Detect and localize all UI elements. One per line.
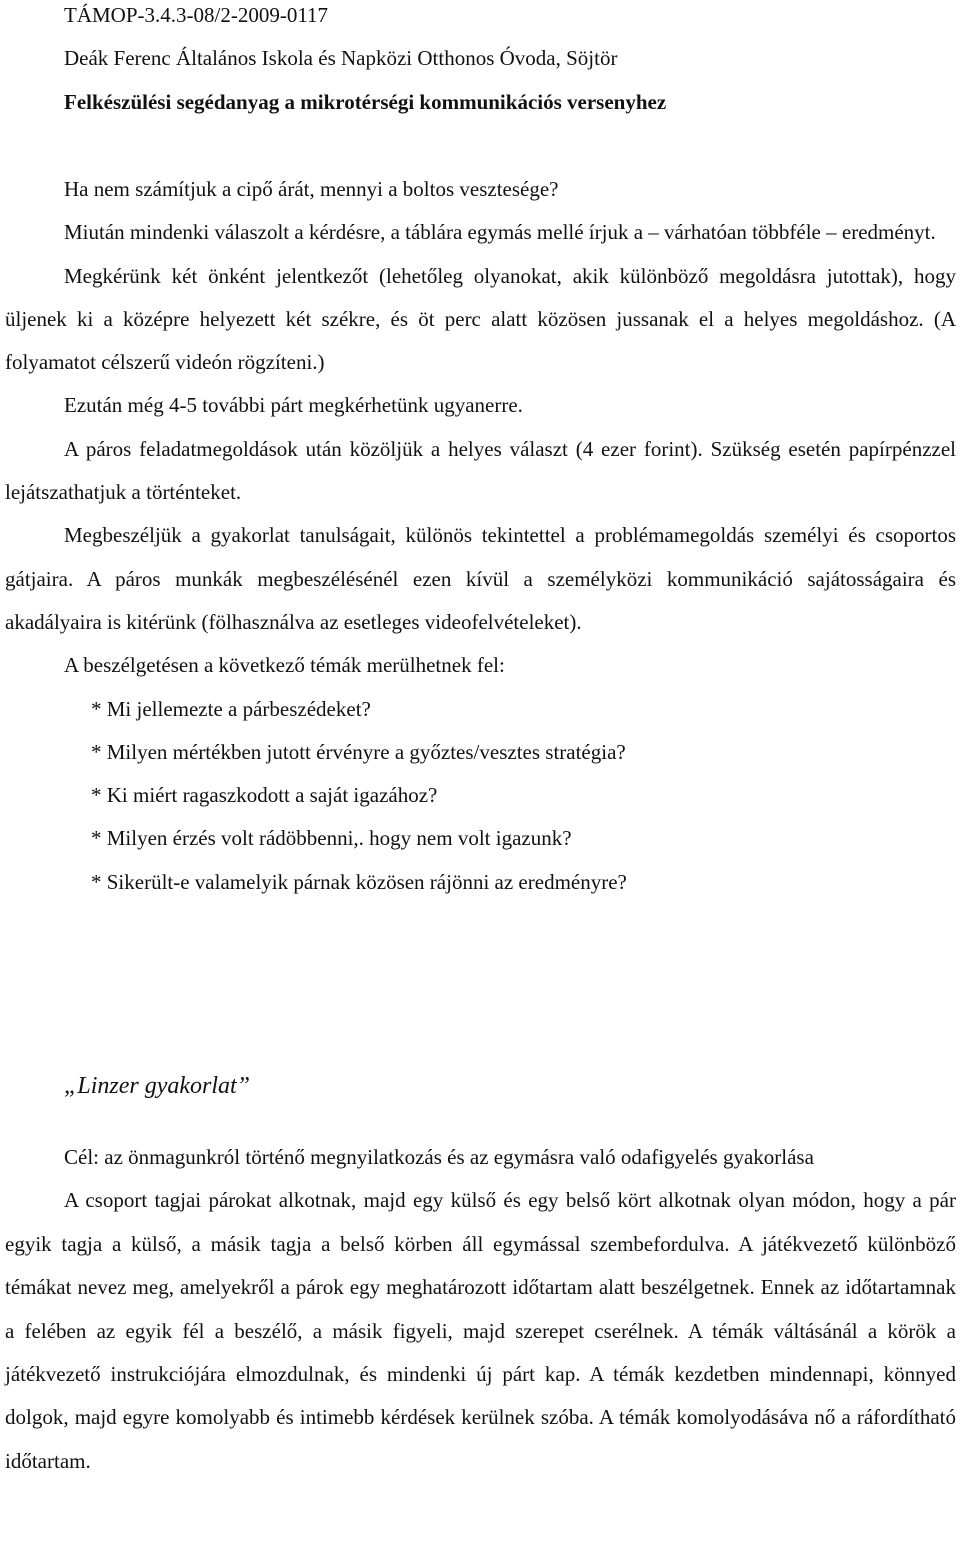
lessons-paragraph: Megbeszéljük a gyakorlat tanulságait, különös tekintettel a problémamegoldás személyi és csoportos gátjaira. A páros munkák megbeszélésénél ezen kívül a személyközi kommunikáció sajátosságaira és akadályaira is kitérünk (fölhasználva az esetleges videofelvételeket).: [5, 523, 956, 634]
question-paragraph: Ha nem számítjuk a cipő árát, mennyi a boltos vesztesége?: [64, 177, 559, 201]
discussion-question: * Ki miért ragaszkodott a saját igazához?: [91, 783, 438, 808]
discussion-question: * Mi jellemezte a párbeszédeket?: [91, 696, 371, 721]
volunteers-paragraph: Megkérünk két önként jelentkezőt (lehetőleg olyanokat, akik különböző megoldásra jutottak), hogy üljenek ki a középre helyezett két székre, és öt perc alatt közösen jussanak el a helyes megoldáshoz. (A folyamatot célszerű videón rögzíteni.): [5, 263, 956, 375]
exercise-discussion-section: [5, 168, 956, 904]
linzer-exercise-section: [5, 1136, 956, 1483]
instructions-paragraph: A csoport tagjai párokat alkotnak, majd egy külső és egy belső kört alkotnak olyan módon, hogy a pár egyik tagja a külső, a másik tagja a belső körben áll egymással szembefordulva. A játékvezető különböző témákat nevez meg, amelyekről a párok egy meghatározott időtartam alatt beszélgetnek. Ennek az időtartamnak a felében az egyik fél a beszélő, a másik figyeli, majd szerepet cserélnek. A témák váltásánál a körök a játékvezető instrukciójára elmozdulnak, és mindenki új párt kap. A témák kezdetben mindennapi, könnyed dolgok, majd egyre komolyabb és intimebb kérdések kerülnek szóba. A témák komolyodásáva nő a ráfordítható időtartam.: [5, 1188, 956, 1473]
discussion-question: * Sikerült-e valamelyik párnak közösen rájönni az eredményre?: [91, 869, 627, 894]
answers-paragraph: Miután mindenki válaszolt a kérdésre, a táblára egymás mellé írjuk a – várhatóan többféle – eredményt.: [64, 220, 936, 245]
more-pairs-paragraph: Ezután még 4-5 további párt megkérhetünk ugyanerre.: [64, 393, 523, 418]
topics-intro-paragraph: A beszélgetésen a következő témák merülhetnek fel:: [64, 653, 505, 678]
linzer-exercise-heading: „Linzer gyakorlat”: [64, 1073, 251, 1099]
document-title: Felkészülési segédanyag a mikrotérségi kommunikációs versenyhez: [64, 90, 667, 114]
correct-answer-paragraph: A páros feladatmegoldások után közöljük a helyes választ (4 ezer forint). Szükség esetén papírpénzzel lejátszathatjuk a történteket.: [5, 436, 956, 505]
school-name: Deák Ferenc Általános Iskola és Napközi Otthonos Óvoda, Söjtör: [64, 46, 618, 70]
discussion-question: * Milyen érzés volt rádöbbenni,. hogy nem volt igazunk?: [91, 826, 572, 851]
goal-paragraph: Cél: az önmagunkról történő megnyilatkozás és az egymásra való odafigyelés gyakorlása: [64, 1145, 814, 1169]
project-code: TÁMOP-3.4.3-08/2-2009-0117: [64, 3, 329, 27]
discussion-question: * Milyen mértékben jutott érvényre a győztes/vesztes stratégia?: [91, 739, 626, 764]
